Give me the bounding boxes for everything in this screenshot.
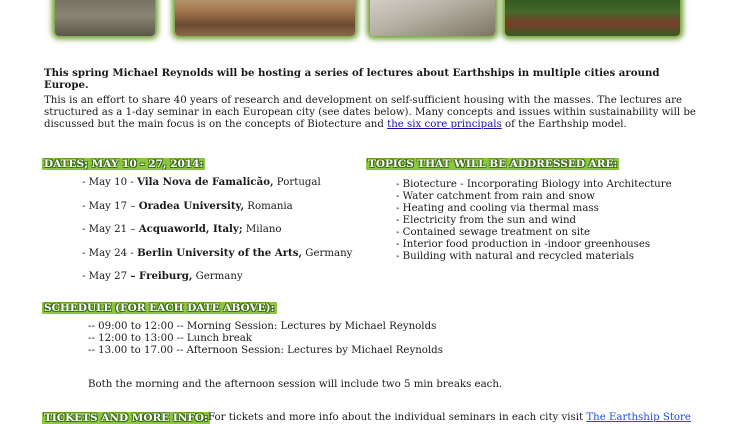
tickets-heading: TICKETS AND MORE INFO: — [44, 412, 208, 424]
earthship-photo-4 — [505, 0, 680, 36]
country: Germany — [192, 271, 243, 282]
country: Milano — [242, 224, 282, 235]
schedule-item: -- 13.00 to 17.00 -- Afternoon Session: Lectures by Michael Reynolds — [88, 345, 443, 356]
intro-text: This is an effort to share 40 years of research and development on self-sufficient housing with the masses. The lectures are structured as a 1-day seminar in each European city (see dates below). Many concepts and issues within sustainability will be discussed but the main focus is on the concepts of Biotecture and — [44, 95, 696, 130]
date-item — [82, 176, 362, 200]
venue: Berlin University of the Arts, — [137, 246, 303, 259]
venue: Oradea University, — [138, 199, 245, 212]
date-item — [82, 200, 362, 224]
topic-item: - Water catchment from rain and snow — [396, 191, 596, 202]
date-prefix: - May 27 — [82, 271, 131, 282]
breaks-note: Both the morning and the afternoon session will include two 5 min breaks each. — [88, 379, 503, 390]
topic-item: - Building with natural and recycled materials — [396, 251, 634, 262]
topic-item: - Interior food production in -indoor greenhouses — [396, 239, 651, 250]
schedule-item: -- 12:00 to 13:00 -- Lunch break — [88, 333, 252, 344]
date-prefix: - May 10 - — [82, 177, 138, 188]
venue: – Freiburg, — [130, 270, 193, 282]
dates-list — [82, 176, 362, 294]
intro-paragraph — [44, 95, 704, 131]
photo-strip — [0, 0, 746, 42]
topic-item: - Biotecture - Incorporating Biology into Architecture — [396, 179, 672, 190]
earthship-photo-1 — [55, 0, 155, 36]
six-core-principles-link[interactable]: the six core principals — [387, 119, 502, 130]
tickets-text — [208, 412, 746, 424]
country: Germany — [302, 247, 353, 259]
date-item — [82, 247, 362, 271]
earthship-photo-3 — [370, 0, 495, 36]
topics-heading: TOPICS THAT WILL BE ADDRESSED ARE: — [368, 158, 618, 170]
date-item — [82, 270, 362, 294]
date-item — [82, 223, 362, 247]
topic-item: - Contained sewage treatment on site — [396, 227, 591, 238]
topic-item: - Electricity from the sun and wind — [396, 215, 577, 226]
date-prefix: - May 17 – — [82, 200, 139, 212]
schedule-list — [88, 321, 588, 357]
lead-sentence: This spring Michael Reynolds will be hosting a series of lectures about Earthships in multiple cities around Europe. — [44, 67, 660, 91]
tickets-body: For tickets and more info about the individual seminars in each city visit — [208, 412, 587, 423]
venue: Acquaworld, Italy; — [138, 223, 243, 235]
schedule-heading: SCHEDULE (FOR EACH DATE ABOVE): — [44, 302, 275, 314]
date-prefix: - May 21 – — [82, 224, 139, 235]
earthship-photo-2 — [175, 0, 355, 36]
date-prefix: - May 24 - — [82, 247, 138, 259]
schedule-item: -- 09:00 to 12:00 -- Morning Session: Lectures by Michael Reynolds — [88, 321, 437, 332]
country: Romania — [244, 200, 293, 212]
topics-list — [396, 179, 726, 263]
country: Portugal — [273, 177, 321, 188]
earthship-store-link[interactable]: The Earthship Store — [586, 412, 691, 423]
intro-tail: of the Earthship model. — [501, 119, 627, 130]
venue: Vila Nova de Famalicão, — [137, 176, 274, 188]
dates-heading: DATES; MAY 10 - 27, 2014: — [44, 158, 204, 170]
topic-item: - Heating and cooling via thermal mass — [396, 203, 599, 214]
